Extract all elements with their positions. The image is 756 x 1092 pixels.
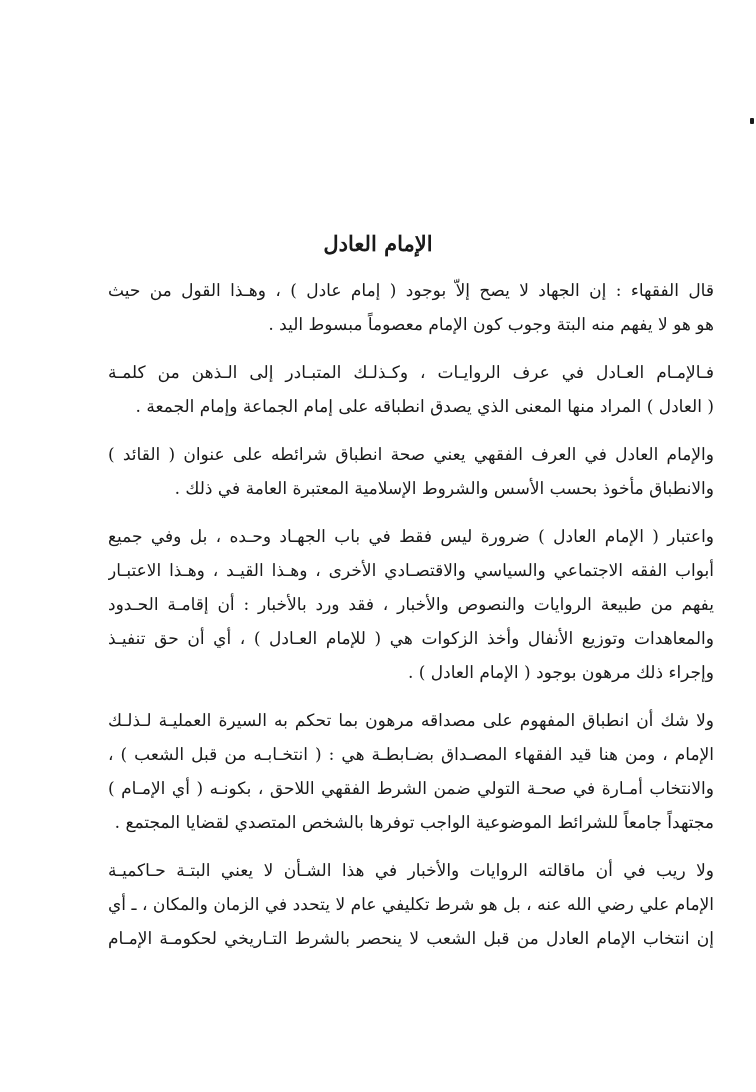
text-line: إن انتخاب الإمام العادل من قبل الشعب لا ينحصر بالشرط التـاريخي لحكومـة الإمـام xyxy=(108,929,714,949)
text-line: واعتبار ( الإمام العادل ) ضرورة ليس فقط في باب الجهـاد وحـده ، بل وفي جميع xyxy=(108,527,714,547)
text-line: الإمام علي رضي الله عنه ، بل هو شرط تكليفي عام لا يتحدد في الزمان والمكان ، ـ أي xyxy=(108,895,714,915)
paragraph-3 xyxy=(108,438,714,506)
text-line: يفهم من طبيعة الروايات والنصوص والأخبار ، فقد ورد بالأخبار : أن إقامـة الحـدود xyxy=(108,595,714,615)
text-line: أبواب الفقه الاجتماعي والسياسي والاقتصـادي الأخرى ، وهـذا القيـد ، وهـذا الاعتبـار xyxy=(108,561,714,581)
page-edge-mark xyxy=(750,118,754,124)
text-line: وإجراء ذلك مرهون بوجود ( الإمام العادل ) . xyxy=(407,663,714,683)
paragraph-1 xyxy=(108,274,714,342)
text-line: والإمام العادل في العرف الفقهي يعني صحة انطباق شرائطه على عنوان ( القائد ) xyxy=(108,445,714,465)
paragraph-5 xyxy=(108,704,714,840)
text-line: ولا ريب في أن ماقالته الروايات والأخبار في هذا الشـأن لا يعني البتـة حـاكميـة xyxy=(108,861,714,881)
text-line: ( العادل ) المراد منها المعنى الذي يصدق انطباقه على إمام الجماعة وإمام الجمعة . xyxy=(135,397,714,417)
text-line: والانطباق مأخوذ بحسب الأسس والشروط الإسلامية المعتبرة العامة في ذلك . xyxy=(174,479,714,499)
text-line: الإمام ، ومن هنا قيد الفقهاء المصـداق بضـابطـة هي : ( انتخـابـه من قبل الشعب ) ، xyxy=(108,745,714,765)
text-line: قال الفقهاء : إن الجهاد لا يصح إلاّ بوجود ( إمام عادل ) ، وهـذا القول من حيث xyxy=(108,281,714,301)
text-line: ولا شك أن انطباق المفهوم على مصداقه مرهون بما تحكم به السيرة العمليـة لـذلـك xyxy=(108,711,714,731)
paragraph-4 xyxy=(108,520,714,690)
text-line: مجتهداً جامعاً للشرائط الموضوعية الواجب توفرها بالشخص المتصدي لقضايا المجتمع . xyxy=(114,813,714,833)
text-line: هو هو لا يفهم منه البتة وجوب كون الإمام معصوماً مبسوط اليد . xyxy=(268,315,714,335)
paragraph-6 xyxy=(108,854,714,956)
text-line: فـالإمـام العـادل في عرف الروايـات ، وكـذلـك المتبـادر إلى الـذهن من كلمـة xyxy=(108,363,714,383)
text-line: والانتخاب أمـارة في صحـة التولي ضمن الشرط الفقهي اللاحق ، بكونـه ( أي الإمـام ) xyxy=(108,779,714,799)
paragraph-2 xyxy=(108,356,714,424)
section-title: الإمام العادل xyxy=(323,231,433,256)
text-line: والمعاهدات وتوزيع الأنفال وأخذ الزكوات هي ( للإمام العـادل ) ، أي أن حق تنفيـذ xyxy=(108,629,714,649)
